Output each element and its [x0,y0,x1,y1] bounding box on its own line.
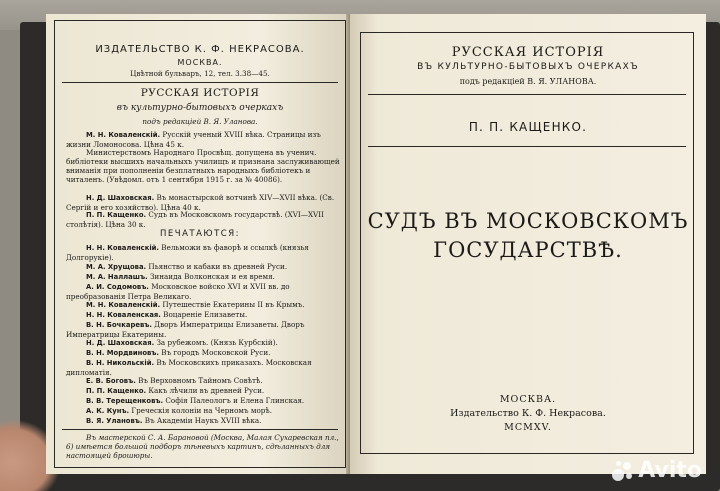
imprint-city: МОСКВА. [499,394,557,405]
book-title-line1: СУДЪ ВЪ МОСКОВСКОМЪ [367,209,689,233]
divider [368,146,686,147]
left-address: Цвѣтной бульваръ, 12, тел. 3.38—45. [130,69,270,78]
printing-heading: ПЕЧАТАЮТСЯ: [160,229,240,239]
published-entry: М. Н. Коваленскій. Русскій ученый XVIII вѣка. Страницы изъ жизни Ломоносова. Цѣна 45 к. [66,130,321,149]
right-series-title: РУССКАЯ ИСТОРІЯ [451,45,605,60]
published-entry: П. П. Кащенко. Судъ въ Московскомъ государствѣ. (XVI—XVII столѣтія). Цѣна 30 к. [66,210,324,229]
printing-entry: М. Н. Коваленскій. Путешествіе Екатерины II въ Крымъ. [86,300,305,309]
left-editor: подъ редакціей В. Я. Уланова. [142,117,258,126]
printing-entry: М. А. Наллашъ. Зинаида Волконская и ея время. [86,272,275,281]
imprint-publisher: Издательство К. Ф. Некрасова. [450,408,606,419]
workshop-notice: Въ мастерской С. А. Барановой (Москва, Малая Сухаревская пл., 6) имѣется большой подборъ тѣневыхъ картинъ, сдѣланныхъ для настоящей брошюры. [66,433,339,460]
published-entry: Н. Д. Шаховская. Въ монастырской вотчинѣ XIV—XVII вѣка. (Св. Сергій и его хозяйство). Цѣна 40 к. [66,193,335,212]
right-page [350,14,706,474]
left-series-subtitle: въ культурно-бытовыхъ очеркахъ [116,103,284,113]
divider [62,429,338,430]
printing-entry: В. Н. Мордвиновъ. Въ городъ Московской Руси. [86,348,271,357]
printing-entry: А. И. Содомовъ. Московское войско XVI и XVII вв. до преобразованія Петра Великаго. [66,282,290,301]
printing-entry: Н. Д. Шаховская. За рубежомъ. (Князь Курбскій). [86,338,278,347]
right-editor: подъ редакціей В. Я. УЛАНОВА. [459,77,597,86]
printing-entry: Е. В. Боговъ. Въ Верховномъ Тайномъ Совѣтѣ. [86,376,263,385]
avito-watermark [612,458,702,483]
published-note: Министерствомъ Народнаго Просвѣщ. допущена въ ученич. библіотеки высшихъ начальныхъ училищъ и признана заслуживающей вниманія при пополненіи безплатныхъ народныхъ библіотекъ и читаленъ. (Увѣдомл. отъ 1 сентября 1915 г. за № 40086). [66,148,340,184]
printing-entry: В. В. Терещенковъ. Софія Палеологъ и Елена Глинская. [86,396,305,405]
right-series-subtitle: ВЪ КУЛЬТУРНО-БЫТОВЫХЪ ОЧЕРКАХЪ [417,62,639,72]
left-series-title: РУССКАЯ ИСТОРІЯ [140,87,260,99]
printing-entry: В. Я. Улановъ. Въ Академіи Наукъ XVIII вѣка. [86,416,262,425]
printing-entry: В. Н. Бочкаревъ. Дворъ Императрицы Елизаветы. Дворъ Императрицы Екатерины. [66,320,305,339]
left-city: МОСКВА. [177,58,223,67]
book-title-line2: ГОСУДАРСТВѢ. [433,238,623,262]
printing-entry: В. Н. Никольскій. Въ Московскихъ приказахъ. Московская дипломатія. [66,358,312,377]
left-page [46,14,354,474]
left-publisher: ИЗДАТЕЛЬСТВО К. Ф. НЕКРАСОВА. [95,44,305,55]
avito-watermark-text: Avito [638,458,702,483]
printing-entry: Н. Н. Коваленская. Воцареніе Елизаветы. [86,310,248,319]
printing-entry: П. П. Кащенко. Какъ лѣчили въ древней Руси. [86,386,265,395]
printing-entry: А. К. Кунъ. Греческія колоніи на Черномъ морѣ. [86,406,272,415]
printing-entry: Н. Н. Коваленскій. Вельможи въ фаворѣ и ссылкѣ (князья Долгорукіе). [66,243,309,262]
divider [368,94,686,95]
printing-entry: М. А. Хрущова. Пьянство и кабаки въ древней Руси. [86,262,288,271]
imprint-year: MCMXV. [504,422,552,433]
book-author: П. П. КАЩЕНКО. [468,120,588,134]
avito-logo-icon [612,460,634,482]
divider [62,82,338,83]
